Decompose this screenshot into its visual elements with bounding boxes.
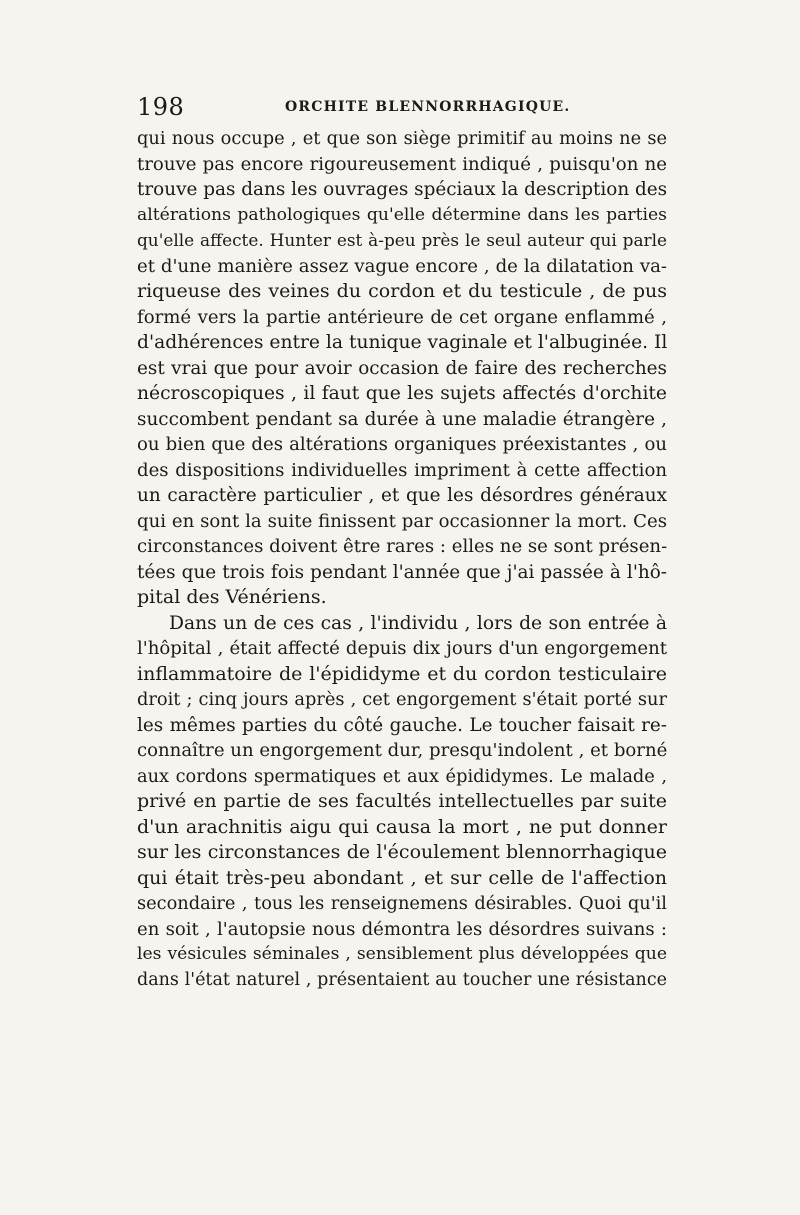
- body-text: [137, 126, 667, 993]
- text-line: altérations pathologiques qu'elle détermine dans les parties: [137, 204, 667, 225]
- text-line: d'un arachnitis aigu qui causa la mort , ne put donner: [137, 815, 667, 838]
- text-line: trouve pas encore rigoureusement indiqué , puisqu'on ne: [137, 153, 667, 175]
- text-line: qu'elle affecte. Hunter est à-peu près le seul auteur qui parle: [137, 230, 667, 250]
- text-line: est vrai que pour avoir occasion de faire des recherches: [137, 357, 667, 379]
- text-line: secondaire , tous les renseignemens désirables. Quoi qu'il: [137, 893, 667, 914]
- paragraph-1: [137, 126, 667, 611]
- text-line: d'adhérences entre la tunique vaginale et l'albuginée. Il: [137, 332, 668, 353]
- text-line: dans l'état naturel , présentaient au toucher une résistance: [137, 969, 667, 990]
- text-line: sur les circonstances de l'écoulement blennorrhagique: [137, 841, 667, 863]
- text-line: qui était très-peu abondant , et sur celle de l'affection: [137, 866, 667, 889]
- running-head: [137, 92, 667, 122]
- text-line: ou bien que des altérations organiques préexistantes , ou: [137, 434, 667, 455]
- running-title: ORCHITE BLENNORRHAGIQUE.: [285, 99, 571, 115]
- text-line: qui en sont la suite finissent par occasionner la mort. Ces: [137, 510, 667, 532]
- text-line: en soit , l'autopsie nous démontra les désordres suivans :: [137, 918, 667, 940]
- paragraph-2: [137, 611, 667, 994]
- text-line: l'hôpital , était affecté depuis dix jours d'un engorgement: [137, 638, 667, 659]
- text-line: des dispositions individuelles impriment à cette affection: [137, 459, 667, 481]
- text-line: droit ; cinq jours après , cet engorgement s'était porté sur: [137, 689, 667, 710]
- text-line: les mêmes parties du côté gauche. Le toucher faisait re-: [137, 714, 667, 736]
- text-line: tées que trois fois pendant l'année que j'ai passée à l'hô-: [137, 561, 667, 583]
- text-line: aux cordons spermatiques et aux épididymes. Le malade ,: [137, 765, 667, 787]
- page-number: 198: [137, 93, 185, 121]
- text-line: un caractère particulier , et que les désordres généraux: [137, 485, 667, 506]
- text-line: connaître un engorgement dur, presqu'indolent , et borné: [137, 740, 668, 761]
- text-line: trouve pas dans les ouvrages spéciaux la description des: [137, 179, 668, 200]
- text-line: succombent pendant sa durée à une maladie étrangère ,: [137, 408, 667, 430]
- text-line: circonstances doivent être rares : elles ne se sont présen-: [137, 536, 668, 557]
- text-line: Dans un de ces cas , l'individu , lors de son entrée à: [169, 612, 667, 634]
- text-line: nécroscopiques , il faut que les sujets affectés d'orchite: [137, 383, 667, 404]
- text-line: qui nous occupe , et que son siège primitif au moins ne se: [137, 128, 667, 149]
- text-line: pital des Vénériens.: [137, 586, 327, 608]
- text-line: inflammatoire de l'épididyme et du cordon testiculaire: [137, 662, 667, 685]
- text-line: riqueuse des veines du cordon et du testicule , de pus: [137, 280, 667, 302]
- text-line: privé en partie de ses facultés intellectuelles par suite: [137, 790, 667, 812]
- text-line: et d'une manière assez vague encore , de la dilatation va-: [137, 255, 667, 277]
- text-line: les vésicules séminales , sensiblement plus développées que: [137, 944, 667, 964]
- text-line: formé vers la partie antérieure de cet organe enflammé ,: [137, 306, 667, 328]
